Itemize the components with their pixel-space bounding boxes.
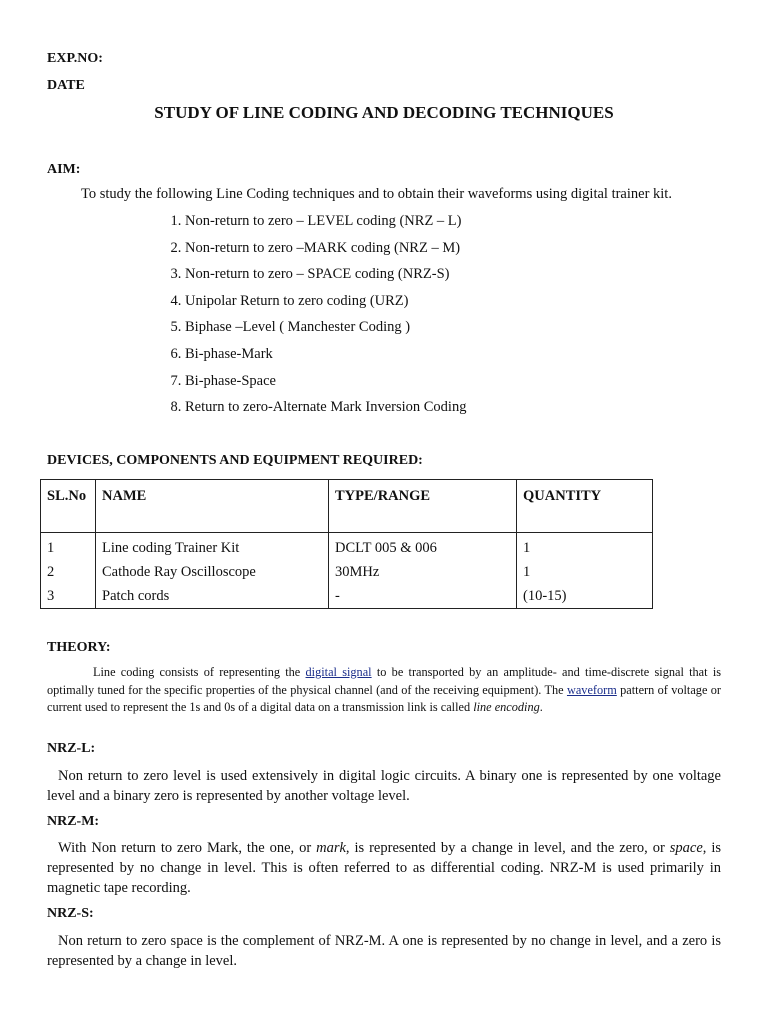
nrz-m-paragraph (47, 838, 721, 898)
list-item: 6. Bi-phase-Mark (185, 346, 466, 373)
nrz-m-text: , is represented by a change in level, and the zero, or (345, 840, 670, 856)
table-header-row (41, 480, 653, 533)
list-item: 3. Non-return to zero – SPACE coding (NRZ-S) (185, 266, 466, 293)
digital-signal-link[interactable]: digital signal (305, 665, 372, 679)
aim-heading: AIM: (47, 162, 81, 177)
exp-no-label: EXP.NO: (47, 51, 103, 66)
list-item: 7. Bi-phase-Space (185, 373, 466, 400)
column-header: NAME (96, 480, 329, 533)
list-item: 4. Unipolar Return to zero coding (URZ) (185, 293, 466, 320)
table-row (41, 584, 653, 609)
table-cell: 1 (517, 533, 653, 561)
nrz-m-heading: NRZ-M: (47, 814, 100, 829)
nrz-m-emphasis: mark (316, 840, 346, 856)
date-label: DATE (47, 78, 85, 93)
table-cell: 1 (41, 533, 96, 561)
theory-text: pattern of voltage or current used to represent the 1s and 0s of a digital data on a transmission link is called (47, 682, 721, 714)
waveform-link[interactable]: waveform (566, 682, 617, 697)
table-cell: Patch cords (96, 584, 329, 609)
nrz-l-heading: NRZ-L: (47, 741, 96, 756)
table-cell: Cathode Ray Oscilloscope (96, 560, 329, 584)
table-row (41, 560, 653, 584)
table-cell: (10-15) (517, 584, 653, 609)
theory-text: to be transported by an amplitude- and time-discrete signal that is optimally tuned for the specific properties of the physical channel (and of the receiving equipment). The (47, 665, 722, 697)
column-header: QUANTITY (517, 480, 653, 533)
table-cell: 30MHz (329, 560, 517, 584)
theory-heading: THEORY: (47, 640, 111, 655)
list-item: 8. Return to zero-Alternate Mark Inversion Coding (185, 399, 466, 426)
table-cell: 1 (517, 560, 653, 584)
theory-paragraph (47, 664, 721, 717)
table-cell: DCLT 005 & 006 (329, 533, 517, 561)
nrz-s-text: Non return to zero space is the complement of NRZ-M. A one is represented by no change in level, and a zero is represented by a change in level. (47, 933, 721, 969)
nrz-l-paragraph (47, 766, 721, 806)
column-header: TYPE/RANGE (329, 480, 517, 533)
theory-text: . (539, 700, 543, 714)
document-title: STUDY OF LINE CODING AND DECODING TECHNIQUES (154, 103, 614, 122)
nrz-m-text: , is represented by no change in level. This is often referred to as differential coding. NRZ-M is used primarily in magnetic tape recording. (47, 840, 722, 896)
table-row (41, 533, 653, 561)
theory-emphasis: line encoding (473, 700, 540, 714)
table-cell: 2 (41, 560, 96, 584)
theory-text: Line coding consists of representing the (93, 665, 306, 679)
list-item: 2. Non-return to zero –MARK coding (NRZ – M) (185, 240, 466, 267)
equipment-table (40, 479, 653, 609)
list-item: 1. Non-return to zero – LEVEL coding (NRZ – L) (185, 213, 466, 240)
nrz-m-text: With Non return to zero Mark, the one, or (58, 840, 317, 856)
nrz-m-emphasis: space (669, 840, 703, 856)
nrz-s-heading: NRZ-S: (47, 906, 94, 921)
table-cell: 3 (41, 584, 96, 609)
technique-list (146, 213, 466, 426)
table-cell: Line coding Trainer Kit (96, 533, 329, 561)
column-header: SL.No (41, 480, 96, 533)
nrz-l-text: Non return to zero level is used extensively in digital logic circuits. A binary one is represented by one voltage level and a binary zero is represented by another voltage level. (47, 768, 721, 804)
equipment-heading: DEVICES, COMPONENTS AND EQUIPMENT REQUIRED: (47, 453, 423, 468)
list-item: 5. Biphase –Level ( Manchester Coding ) (185, 319, 466, 346)
nrz-s-paragraph (47, 931, 721, 971)
table-cell: - (329, 584, 517, 609)
aim-text: To study the following Line Coding techniques and to obtain their waveforms using digital trainer kit. (81, 186, 672, 202)
